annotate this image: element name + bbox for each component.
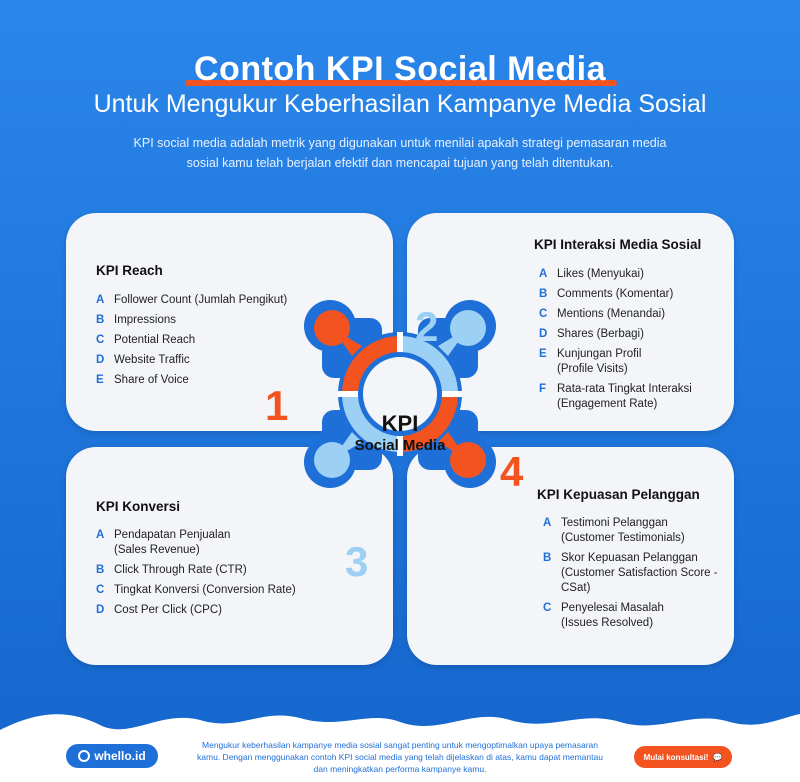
card-title: KPI Kepuasan Pelanggan xyxy=(537,487,700,502)
item-text: Likes (Menyukai) xyxy=(557,268,644,280)
footer-text: Mengukur keberhasilan kampanye media sosial sangat penting untuk mengoptimalkan upaya pemasaran kamu. Dengan menggunakan contoh KPI social media yang telah dijelaskan di atas, kamu dapat memantau dan meningkatkan performa kampanye kamu. xyxy=(197,740,603,774)
item-letter: B xyxy=(543,552,552,564)
brand-label: whello.id xyxy=(94,749,146,763)
item-letter: C xyxy=(539,308,548,320)
item-letter: D xyxy=(539,328,548,340)
item-letter: E xyxy=(539,348,547,360)
list-item xyxy=(543,601,691,631)
page-subtitle: Untuk Mengukur Keberhasilan Kampanye Media Sosial xyxy=(93,90,707,118)
list-item xyxy=(539,267,724,282)
item-letter: B xyxy=(539,288,548,300)
list-item xyxy=(539,347,677,377)
item-text: Follower Count (Jumlah Pengikut) xyxy=(114,294,288,306)
consult-button[interactable] xyxy=(634,746,732,768)
item-text: Skor Kepuasan Pelanggan (Customer Satisfaction Score - CSat) xyxy=(561,552,718,594)
card-title: KPI Interaksi Media Sosial xyxy=(534,237,702,252)
card-title: KPI Reach xyxy=(96,263,163,278)
item-letter: C xyxy=(96,584,105,596)
item-letter: A xyxy=(96,529,105,541)
chat-icon: 💬 xyxy=(712,752,723,762)
list-item xyxy=(539,382,724,412)
item-text: Impressions xyxy=(114,314,176,326)
center-line2: Social Media xyxy=(354,437,446,454)
item-letter: C xyxy=(96,334,105,346)
card-list xyxy=(539,267,724,417)
item-letter: B xyxy=(96,564,105,576)
number-1: 1 xyxy=(265,382,289,429)
list-item xyxy=(96,563,326,578)
center-hub-label xyxy=(344,412,456,456)
center-line1: KPI xyxy=(381,411,419,436)
list-item xyxy=(96,313,336,328)
item-text: Potential Reach xyxy=(114,334,196,346)
item-text: Share of Voice xyxy=(114,374,189,386)
item-text: Shares (Berbagi) xyxy=(557,328,644,340)
card-list xyxy=(96,293,336,393)
list-item xyxy=(96,583,326,598)
card-list xyxy=(543,516,718,636)
intro-text: KPI social media adalah metrik yang digunakan untuk menilai apakah strategi pemasaran media sosial kamu telah berjalan efektif dan mencapai tujuan yang telah ditentukan. xyxy=(133,136,667,170)
item-text: Click Through Rate (CTR) xyxy=(114,564,247,576)
item-letter: A xyxy=(543,517,552,529)
number-4: 4 xyxy=(500,448,524,495)
list-item xyxy=(539,307,724,322)
item-text: Tingkat Konversi (Conversion Rate) xyxy=(114,584,296,596)
item-letter: A xyxy=(539,268,548,280)
item-letter: C xyxy=(543,602,552,614)
item-text: Cost Per Click (CPC) xyxy=(114,604,222,616)
item-letter: E xyxy=(96,374,104,386)
list-item xyxy=(96,333,336,348)
page-title: Contoh KPI Social Media xyxy=(194,50,606,88)
cta-label: Mulai konsultasi! xyxy=(643,752,709,762)
item-text: Penyelesai Masalah (Issues Resolved) xyxy=(561,602,664,629)
whello-logo-icon xyxy=(78,750,90,762)
number-2: 2 xyxy=(415,303,439,350)
item-text: Website Traffic xyxy=(114,354,190,366)
card-title: KPI Konversi xyxy=(96,499,181,514)
card-list xyxy=(96,528,326,623)
item-text: Mentions (Menandai) xyxy=(557,308,666,320)
list-item xyxy=(539,287,724,302)
brand-badge[interactable] xyxy=(66,744,158,768)
item-text: Rata-rata Tingkat Interaksi (Engagement Rate) xyxy=(557,383,692,410)
list-item xyxy=(543,516,711,546)
list-item xyxy=(96,528,264,558)
item-letter: F xyxy=(539,383,547,395)
item-text: Testimoni Pelanggan (Customer Testimonials) xyxy=(561,517,685,544)
item-letter: B xyxy=(96,314,105,326)
list-item xyxy=(543,551,721,596)
list-item xyxy=(96,353,336,368)
center-connector-graphic xyxy=(302,296,498,492)
item-letter: D xyxy=(96,604,105,616)
number-3: 3 xyxy=(345,538,369,585)
item-letter: D xyxy=(96,354,105,366)
item-text: Pendapatan Penjualan (Sales Revenue) xyxy=(114,529,231,556)
item-text: Kunjungan Profil (Profile Visits) xyxy=(557,348,642,375)
list-item xyxy=(539,327,724,342)
item-letter: A xyxy=(96,294,105,306)
list-item xyxy=(96,373,336,388)
item-text: Comments (Komentar) xyxy=(557,288,674,300)
list-item xyxy=(96,603,326,618)
list-item xyxy=(96,293,336,308)
